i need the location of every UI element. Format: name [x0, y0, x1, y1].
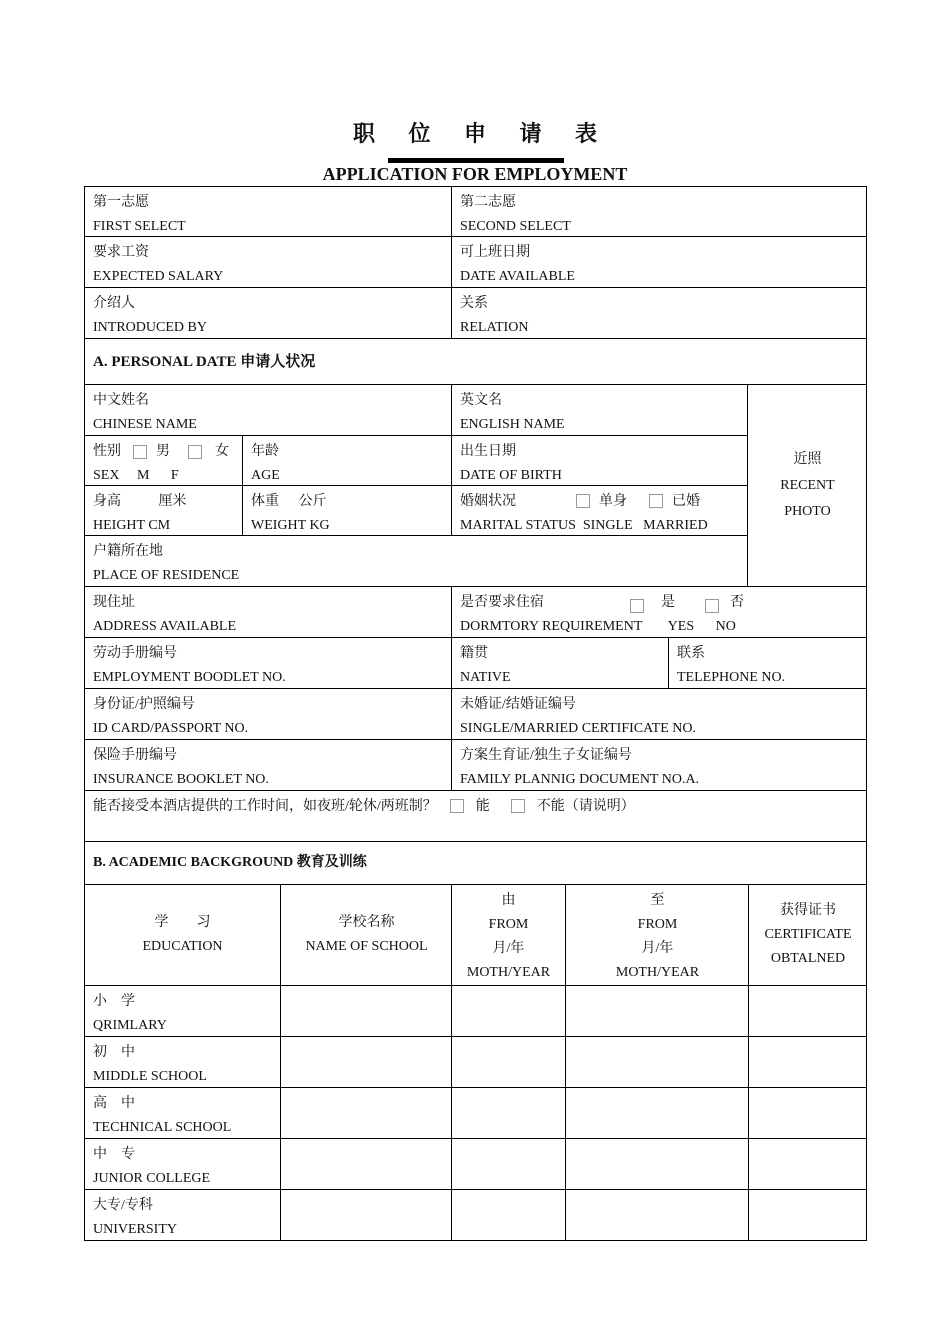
level-en: QRIMLARY	[93, 1018, 167, 1033]
id-card-field[interactable]	[85, 689, 451, 739]
school-name-cell[interactable]	[280, 1139, 452, 1189]
label-en: WEIGHT KG	[251, 518, 330, 533]
label-cn: 劳动手册编号	[93, 646, 177, 661]
certificate-cell[interactable]	[748, 1190, 867, 1240]
label-en: DATE AVAILABLE	[460, 269, 575, 284]
label-en: NAME OF SCHOOL	[305, 939, 428, 954]
level-cn: 大专/专科	[93, 1198, 153, 1213]
dorm-no-checkbox[interactable]	[705, 599, 719, 613]
label-en: ENGLISH NAME	[460, 417, 565, 432]
label-en: HEIGHT CM	[93, 518, 171, 533]
label-en: AGE	[251, 468, 280, 483]
label-en: TELEPHONE NO.	[677, 670, 786, 685]
label-en: PLACE OF RESIDENCE	[93, 568, 240, 583]
label-cn: 中文姓名	[93, 393, 149, 408]
section-b-header	[84, 842, 867, 885]
female-en: F	[170, 468, 179, 483]
photo-en2: PHOTO	[784, 504, 831, 519]
col-from	[451, 885, 565, 985]
certificate-cell[interactable]	[748, 986, 867, 1036]
table-row	[84, 1088, 867, 1139]
dorm-no-cn: 否	[730, 595, 744, 610]
first-select-field[interactable]	[85, 187, 451, 236]
dorm-label-cn	[460, 591, 859, 615]
school-name-cell[interactable]	[280, 1190, 452, 1240]
from-date-cell[interactable]	[451, 1037, 565, 1087]
shift-question-field[interactable]	[85, 791, 867, 841]
label-cn: 籍贯	[460, 646, 488, 661]
label-cn: 年龄	[251, 444, 279, 459]
relation-field[interactable]	[451, 288, 867, 338]
to-date-cell[interactable]	[565, 1190, 749, 1240]
height-cn: 身高	[93, 494, 121, 509]
label-en: FIRST SELECT	[93, 219, 186, 234]
to-date-cell[interactable]	[565, 1037, 749, 1087]
label-cn: 方案生育证/独生子女证编号	[460, 748, 632, 763]
from-unit-cn: 月/年	[492, 941, 525, 956]
label-en: EMPLOYMENT BOODLET NO.	[93, 670, 286, 685]
label-en: FAMILY PLANNIG DOCUMENT NO.A.	[460, 772, 700, 787]
label-en: NATIVE	[460, 670, 511, 685]
from-date-cell[interactable]	[451, 1139, 565, 1189]
marital-status-field[interactable]	[451, 485, 747, 536]
single-checkbox[interactable]	[576, 494, 590, 508]
table-row	[84, 986, 867, 1037]
education-level	[85, 1190, 280, 1240]
col-education	[85, 885, 280, 985]
label-cn: 第二志愿	[460, 195, 516, 210]
single-cn: 单身	[599, 494, 627, 509]
academic-header-row	[84, 885, 867, 986]
female-cn: 女	[215, 444, 229, 459]
certificate-cell[interactable]	[748, 1139, 867, 1189]
education-level	[85, 1088, 280, 1138]
dormitory-field[interactable]	[451, 587, 867, 637]
marital-label-cn	[460, 490, 739, 514]
from-unit-en: MOTH/YEAR	[466, 965, 551, 980]
recent-photo-box[interactable]	[747, 385, 867, 587]
col-to	[565, 885, 749, 985]
school-name-cell[interactable]	[280, 1088, 452, 1138]
dorm-cn: 是否要求住宿	[460, 595, 544, 610]
col-certificate	[748, 885, 867, 985]
level-en: JUNIOR COLLEGE	[93, 1171, 211, 1186]
height-label-cn	[93, 490, 234, 514]
certificate-cell[interactable]	[748, 1037, 867, 1087]
level-cn: 初 中	[93, 1045, 135, 1060]
row-id	[84, 689, 867, 740]
second-select-field[interactable]	[451, 187, 867, 236]
cert-cn: 获得证书	[780, 903, 836, 918]
label-cn: 第一志愿	[93, 195, 149, 210]
insurance-booklet-field[interactable]	[85, 740, 451, 790]
label-en: SECOND SELECT	[460, 219, 571, 234]
level-en: UNIVERSITY	[93, 1222, 177, 1237]
label-en: INTRODUCED BY	[93, 320, 207, 335]
label-cn: 学校名称	[338, 915, 395, 930]
to-unit-en: MOTH/YEAR	[615, 965, 700, 980]
label-cn: 关系	[460, 296, 488, 311]
weight-field[interactable]	[242, 485, 451, 536]
married-cn: 已婚	[672, 494, 700, 509]
school-name-cell[interactable]	[280, 1037, 452, 1087]
introduced-by-field[interactable]	[85, 288, 451, 338]
education-level	[85, 1037, 280, 1087]
label-cn: 要求工资	[93, 245, 149, 260]
to-date-cell[interactable]	[565, 1088, 749, 1138]
from-cn: 由	[501, 893, 516, 908]
table-row	[84, 1190, 867, 1241]
to-unit-cn: 月/年	[641, 941, 674, 956]
label-en: SINGLE/MARRIED CERTIFICATE NO.	[460, 721, 696, 736]
certificate-cell[interactable]	[748, 1088, 867, 1138]
to-cn: 至	[650, 893, 665, 908]
dorm-yes-en: YES	[667, 619, 695, 634]
dorm-no-en: NO	[715, 619, 736, 634]
label-en: ADDRESS AVAILABLE	[93, 619, 237, 634]
weight-cn: 体重	[251, 494, 279, 509]
photo-en1: RECENT	[780, 478, 835, 493]
marital-cn: 婚姻状况	[460, 494, 516, 509]
label-cn: 可上班日期	[460, 245, 530, 260]
shift-no-checkbox[interactable]	[511, 799, 525, 813]
row-salary	[84, 237, 867, 288]
label-cn: 联系	[677, 646, 705, 661]
label-en: RELATION	[460, 320, 529, 335]
age-field[interactable]	[242, 435, 451, 486]
date-of-birth-field[interactable]	[451, 435, 747, 486]
label-cn: 出生日期	[460, 444, 516, 459]
row-address	[84, 587, 867, 638]
label-en: EDUCATION	[142, 939, 223, 954]
shift-no-label: 不能（请说明）	[536, 799, 635, 814]
label-cn: 户籍所在地	[93, 544, 163, 559]
col-school	[280, 885, 452, 985]
chinese-name-field[interactable]	[85, 385, 451, 436]
level-cn: 高 中	[93, 1096, 135, 1111]
sex-en: SEX	[93, 468, 120, 483]
dorm-yes-cn: 是	[661, 595, 675, 610]
weight-label-cn	[251, 490, 443, 514]
dorm-label-en	[460, 615, 859, 639]
height-unit: 厘米	[158, 494, 187, 509]
label-cn: 介绍人	[93, 296, 135, 311]
section-a-title: A. PERSONAL DATE 申请人状况	[93, 354, 316, 370]
label-en: CHINESE NAME	[93, 417, 197, 432]
label-en: ID CARD/PASSPORT NO.	[93, 721, 249, 736]
shift-question: 能否接受本酒店提供的工作时间，如夜班/轮休/两班制？	[93, 799, 437, 814]
photo-cn: 近照	[793, 452, 822, 467]
table-row	[84, 1037, 867, 1088]
label-en: EXPECTED SALARY	[93, 269, 224, 284]
address-field[interactable]	[85, 587, 451, 637]
label-en: MARITAL STATUS SINGLE MARRIED	[460, 518, 708, 533]
row-introduced	[84, 288, 867, 339]
cert-en1: CERTIFICATE	[764, 927, 852, 942]
label-cn: 身份证/护照编号	[93, 697, 195, 712]
place-of-residence-field[interactable]	[85, 535, 747, 587]
male-cn: 男	[156, 444, 170, 459]
label-cn: 学 习	[154, 915, 211, 930]
title-underline	[388, 158, 564, 163]
level-cn: 中 专	[93, 1147, 135, 1162]
from-date-cell[interactable]	[451, 1088, 565, 1138]
male-en: M	[136, 468, 150, 483]
section-a-header	[84, 339, 867, 385]
table-row	[84, 1139, 867, 1190]
school-name-cell[interactable]	[280, 986, 452, 1036]
application-form	[84, 186, 867, 1241]
level-en: TECHNICAL SCHOOL	[93, 1120, 232, 1135]
shift-yes-label: 能	[475, 799, 490, 814]
date-available-field[interactable]	[451, 237, 867, 287]
male-checkbox[interactable]	[133, 445, 147, 459]
row-booklet	[84, 638, 867, 689]
from-date-cell[interactable]	[451, 1190, 565, 1240]
form-subtitle: APPLICATION FOR EMPLOYMENT	[322, 164, 628, 184]
label-cn: 未婚证/结婚证编号	[460, 697, 576, 712]
label-en: INSURANCE BOOKLET NO.	[93, 772, 269, 787]
form-title: 职 位 申 请 表	[352, 121, 611, 146]
level-en: MIDDLE SCHOOL	[93, 1069, 207, 1084]
level-cn: 小 学	[93, 994, 135, 1009]
height-field[interactable]	[85, 485, 242, 536]
from-date-cell[interactable]	[451, 986, 565, 1036]
education-level	[85, 986, 280, 1036]
marital-certificate-field[interactable]	[451, 689, 867, 739]
label-cn: 保险手册编号	[93, 748, 177, 763]
section-b-title: B. ACADEMIC BACKGROUND 教育及训练	[93, 855, 367, 870]
to-en: FROM	[637, 917, 678, 932]
to-date-cell[interactable]	[565, 1139, 749, 1189]
weight-unit: 公斤	[298, 494, 327, 509]
family-planning-field[interactable]	[451, 740, 867, 790]
married-checkbox[interactable]	[649, 494, 663, 508]
label-cn: 英文名	[460, 393, 502, 408]
row-shift	[84, 791, 867, 842]
cert-en2: OBTALNED	[770, 951, 846, 966]
native-field[interactable]	[451, 638, 668, 688]
sex-label-cn	[93, 440, 234, 464]
to-date-cell[interactable]	[565, 986, 749, 1036]
telephone-field[interactable]	[668, 638, 867, 688]
shift-yes-checkbox[interactable]	[450, 799, 464, 813]
sex-cn: 性别	[93, 444, 121, 459]
label-cn: 现住址	[93, 595, 135, 610]
sex-field[interactable]	[85, 435, 242, 486]
label-en: DATE OF BIRTH	[460, 468, 562, 483]
employment-booklet-field[interactable]	[85, 638, 451, 688]
row-insurance	[84, 740, 867, 791]
dorm-yes-checkbox[interactable]	[630, 599, 644, 613]
personal-block	[84, 385, 867, 587]
dorm-en: DORMTORY REQUIREMENT	[460, 619, 643, 634]
education-level	[85, 1139, 280, 1189]
english-name-field[interactable]	[451, 385, 747, 436]
from-en: FROM	[488, 917, 529, 932]
row-select	[84, 186, 867, 237]
expected-salary-field[interactable]	[85, 237, 451, 287]
female-checkbox[interactable]	[188, 445, 202, 459]
